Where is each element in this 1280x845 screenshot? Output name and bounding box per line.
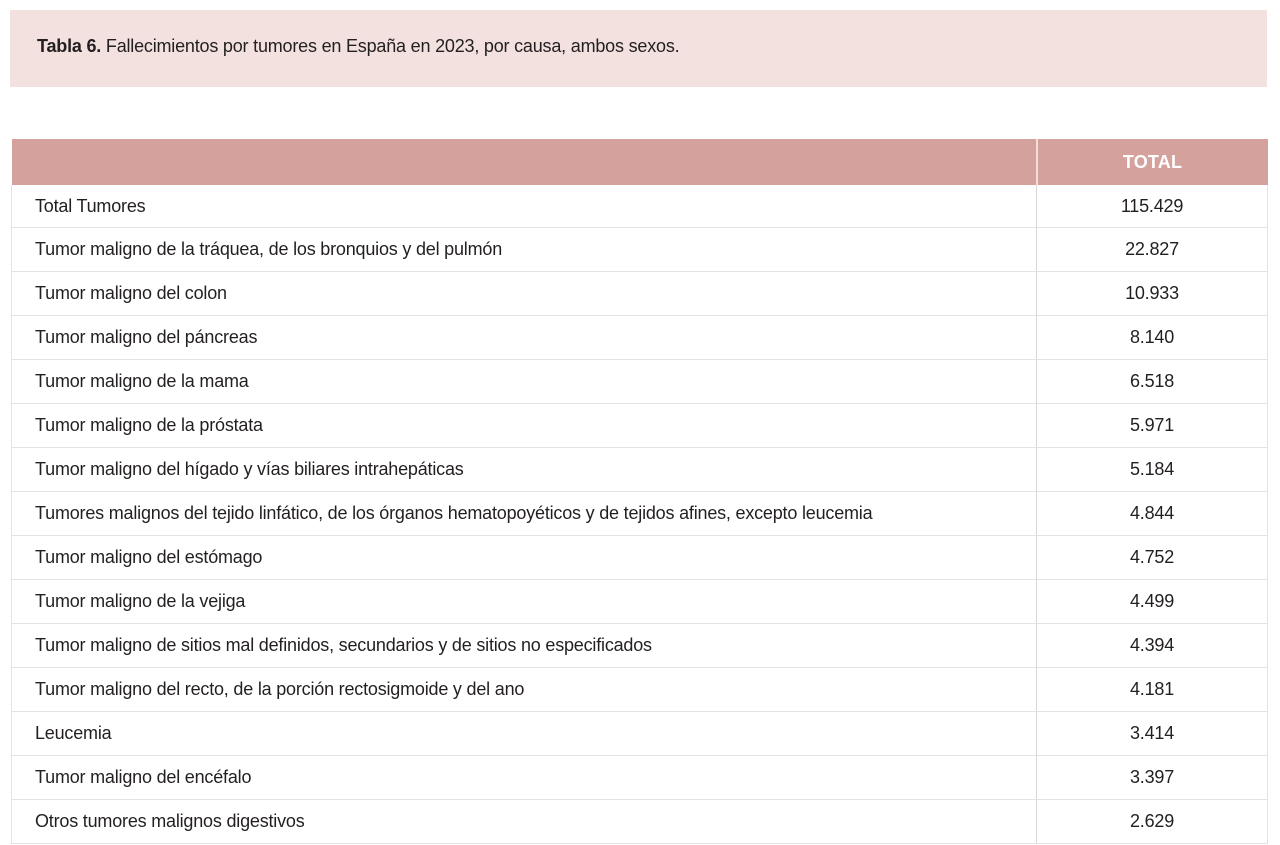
table-row [12, 624, 1268, 668]
cause-cell: Tumor maligno de la tráquea, de los bronquios y del pulmón [12, 228, 1037, 272]
cause-cell: Tumor maligno del hígado y vías biliares intrahepáticas [12, 448, 1037, 492]
table-row [12, 800, 1268, 844]
total-cell: 10.933 [1037, 272, 1268, 316]
total-cell: 4.394 [1037, 624, 1268, 668]
deaths-by-tumor-table [11, 139, 1268, 844]
total-cell: 22.827 [1037, 228, 1268, 272]
cause-cell: Tumor maligno del colon [12, 272, 1037, 316]
table-caption-text: Fallecimientos por tumores en España en 2023, por causa, ambos sexos. [101, 36, 680, 56]
total-cell: 3.414 [1037, 712, 1268, 756]
table-body [12, 185, 1268, 844]
total-cell: 4.499 [1037, 580, 1268, 624]
header-cause [12, 139, 1037, 185]
cause-cell: Leucemia [12, 712, 1037, 756]
table-row [12, 492, 1268, 536]
cause-cell: Tumor maligno de la vejiga [12, 580, 1037, 624]
total-cell: 5.184 [1037, 448, 1268, 492]
table-row [12, 316, 1268, 360]
table-row [12, 404, 1268, 448]
table-header-row [12, 139, 1268, 185]
table-caption [37, 36, 679, 57]
cause-cell: Tumor maligno del páncreas [12, 316, 1037, 360]
total-cell: 4.181 [1037, 668, 1268, 712]
cause-cell: Tumor maligno de la mama [12, 360, 1037, 404]
cause-cell: Tumor maligno del recto, de la porción rectosigmoide y del ano [12, 668, 1037, 712]
total-cell: 2.629 [1037, 800, 1268, 844]
deaths-table-container [11, 139, 1267, 844]
table-row [12, 756, 1268, 800]
total-cell: 5.971 [1037, 404, 1268, 448]
total-cell: 6.518 [1037, 360, 1268, 404]
total-cell: 8.140 [1037, 316, 1268, 360]
total-cell: 3.397 [1037, 756, 1268, 800]
cause-cell: Tumor maligno del estómago [12, 536, 1037, 580]
table-row [12, 360, 1268, 404]
cause-cell: Tumor maligno de la próstata [12, 404, 1037, 448]
table-caption-box [10, 10, 1267, 87]
table-row [12, 185, 1268, 228]
cause-cell: Total Tumores [12, 185, 1037, 228]
table-row [12, 448, 1268, 492]
table-caption-label: Tabla 6. [37, 36, 102, 56]
total-cell: 115.429 [1037, 185, 1268, 228]
table-row [12, 272, 1268, 316]
table-header [12, 139, 1268, 185]
cause-cell: Otros tumores malignos digestivos [12, 800, 1037, 844]
cause-cell: Tumor maligno de sitios mal definidos, secundarios y de sitios no especificados [12, 624, 1037, 668]
total-cell: 4.844 [1037, 492, 1268, 536]
table-row [12, 228, 1268, 272]
cause-cell: Tumores malignos del tejido linfático, de los órganos hematopoyéticos y de tejidos afines, excepto leucemia [12, 492, 1037, 536]
total-cell: 4.752 [1037, 536, 1268, 580]
table-row [12, 668, 1268, 712]
table-row [12, 580, 1268, 624]
cause-cell: Tumor maligno del encéfalo [12, 756, 1037, 800]
table-row [12, 536, 1268, 580]
header-total: TOTAL [1037, 139, 1268, 185]
table-row [12, 712, 1268, 756]
